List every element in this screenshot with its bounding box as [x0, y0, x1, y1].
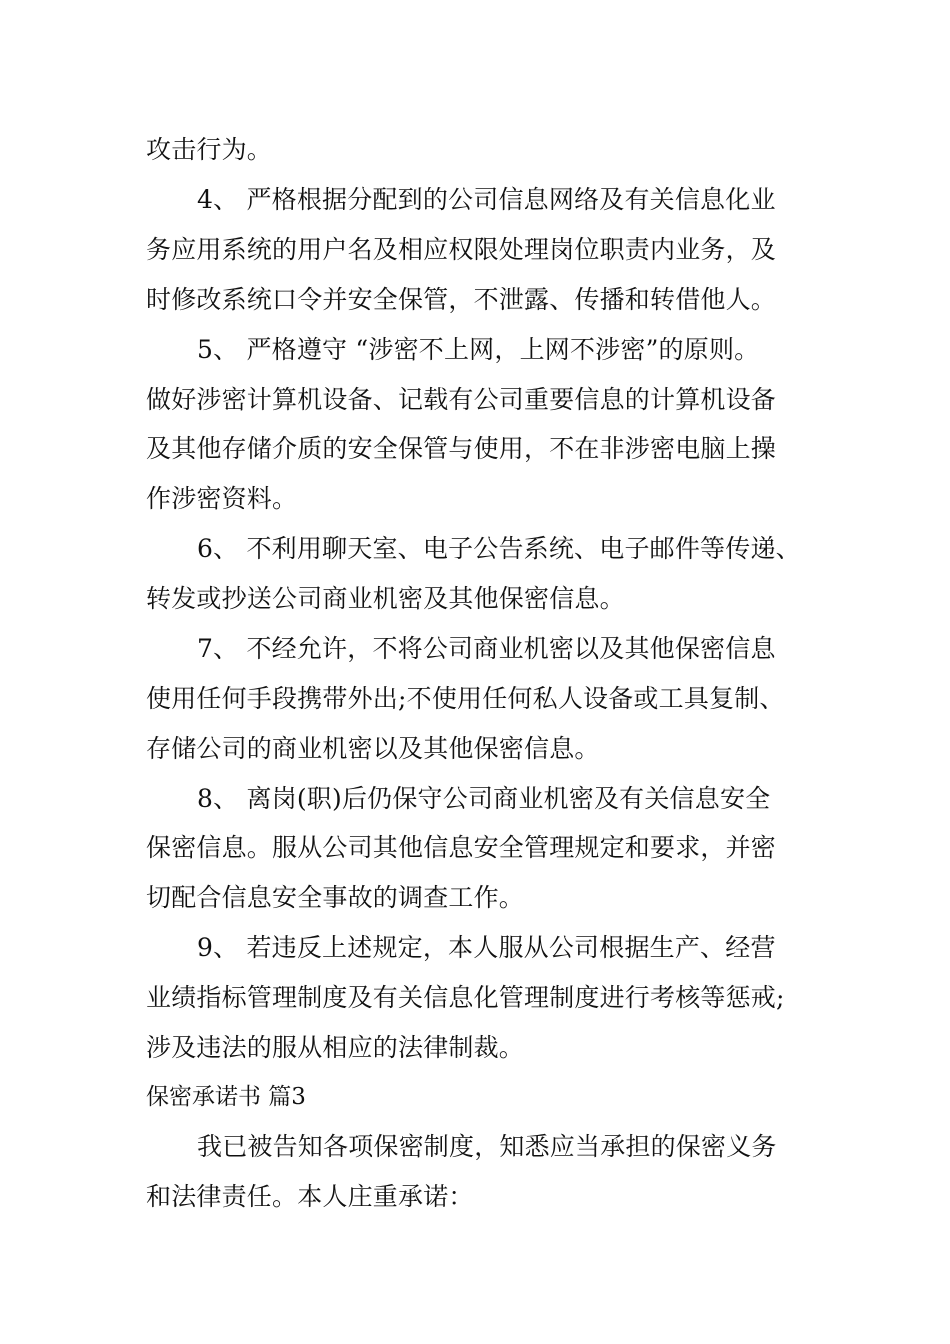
item-9-line: 9、 若违反上述规定，本人服从公司根据生产、经营: [197, 933, 776, 962]
paragraph-line: 业绩指标管理制度及有关信息化管理制度进行考核等惩戒;: [146, 983, 785, 1012]
section-heading: 保密承诺书 篇3: [146, 1084, 306, 1110]
paragraph-line: 保密信息。服从公司其他信息安全管理规定和要求，并密: [146, 833, 777, 862]
paragraph-line: 和法律责任。本人庄重承诺：: [146, 1182, 474, 1211]
paragraph-line: 攻击行为。: [146, 135, 273, 164]
item-8-line: 8、 离岗(职)后仍保守公司商业机密及有关信息安全: [197, 784, 771, 813]
paragraph-line: 切配合信息安全事故的调查工作。: [146, 883, 525, 912]
paragraph-line: 及其他存储介质的安全保管与使用，不在非涉密电脑上操: [146, 434, 777, 463]
paragraph-line: 使用任何手段携带外出;不使用任何私人设备或工具复制、: [146, 684, 785, 713]
paragraph-line: 存储公司的商业机密以及其他保密信息。: [146, 734, 600, 763]
paragraph-line: 涉及违法的服从相应的法律制裁。: [146, 1033, 525, 1062]
item-4-line: 4、 严格根据分配到的公司信息网络及有关信息化业: [197, 185, 776, 214]
item-6-line: 6、 不利用聊天室、电子公告系统、电子邮件等传递、: [197, 534, 801, 563]
item-7-line: 7、 不经允许，不将公司商业机密以及其他保密信息: [197, 634, 776, 663]
paragraph-line: 转发或抄送公司商业机密及其他保密信息。: [146, 584, 625, 613]
item-5-line: 5、 严格遵守 “涉密不上网，上网不涉密”的原则。: [197, 335, 760, 364]
paragraph-line: 作涉密资料。: [146, 484, 298, 513]
paragraph-line: 做好涉密计算机设备、记载有公司重要信息的计算机设备: [146, 385, 777, 414]
paragraph-line: 我已被告知各项保密制度，知悉应当承担的保密义务: [197, 1132, 777, 1161]
paragraph-line: 时修改系统口令并安全保管，不泄露、传播和转借他人。: [146, 285, 777, 314]
paragraph-line: 务应用系统的用户名及相应权限处理岗位职责内业务，及: [146, 235, 777, 264]
